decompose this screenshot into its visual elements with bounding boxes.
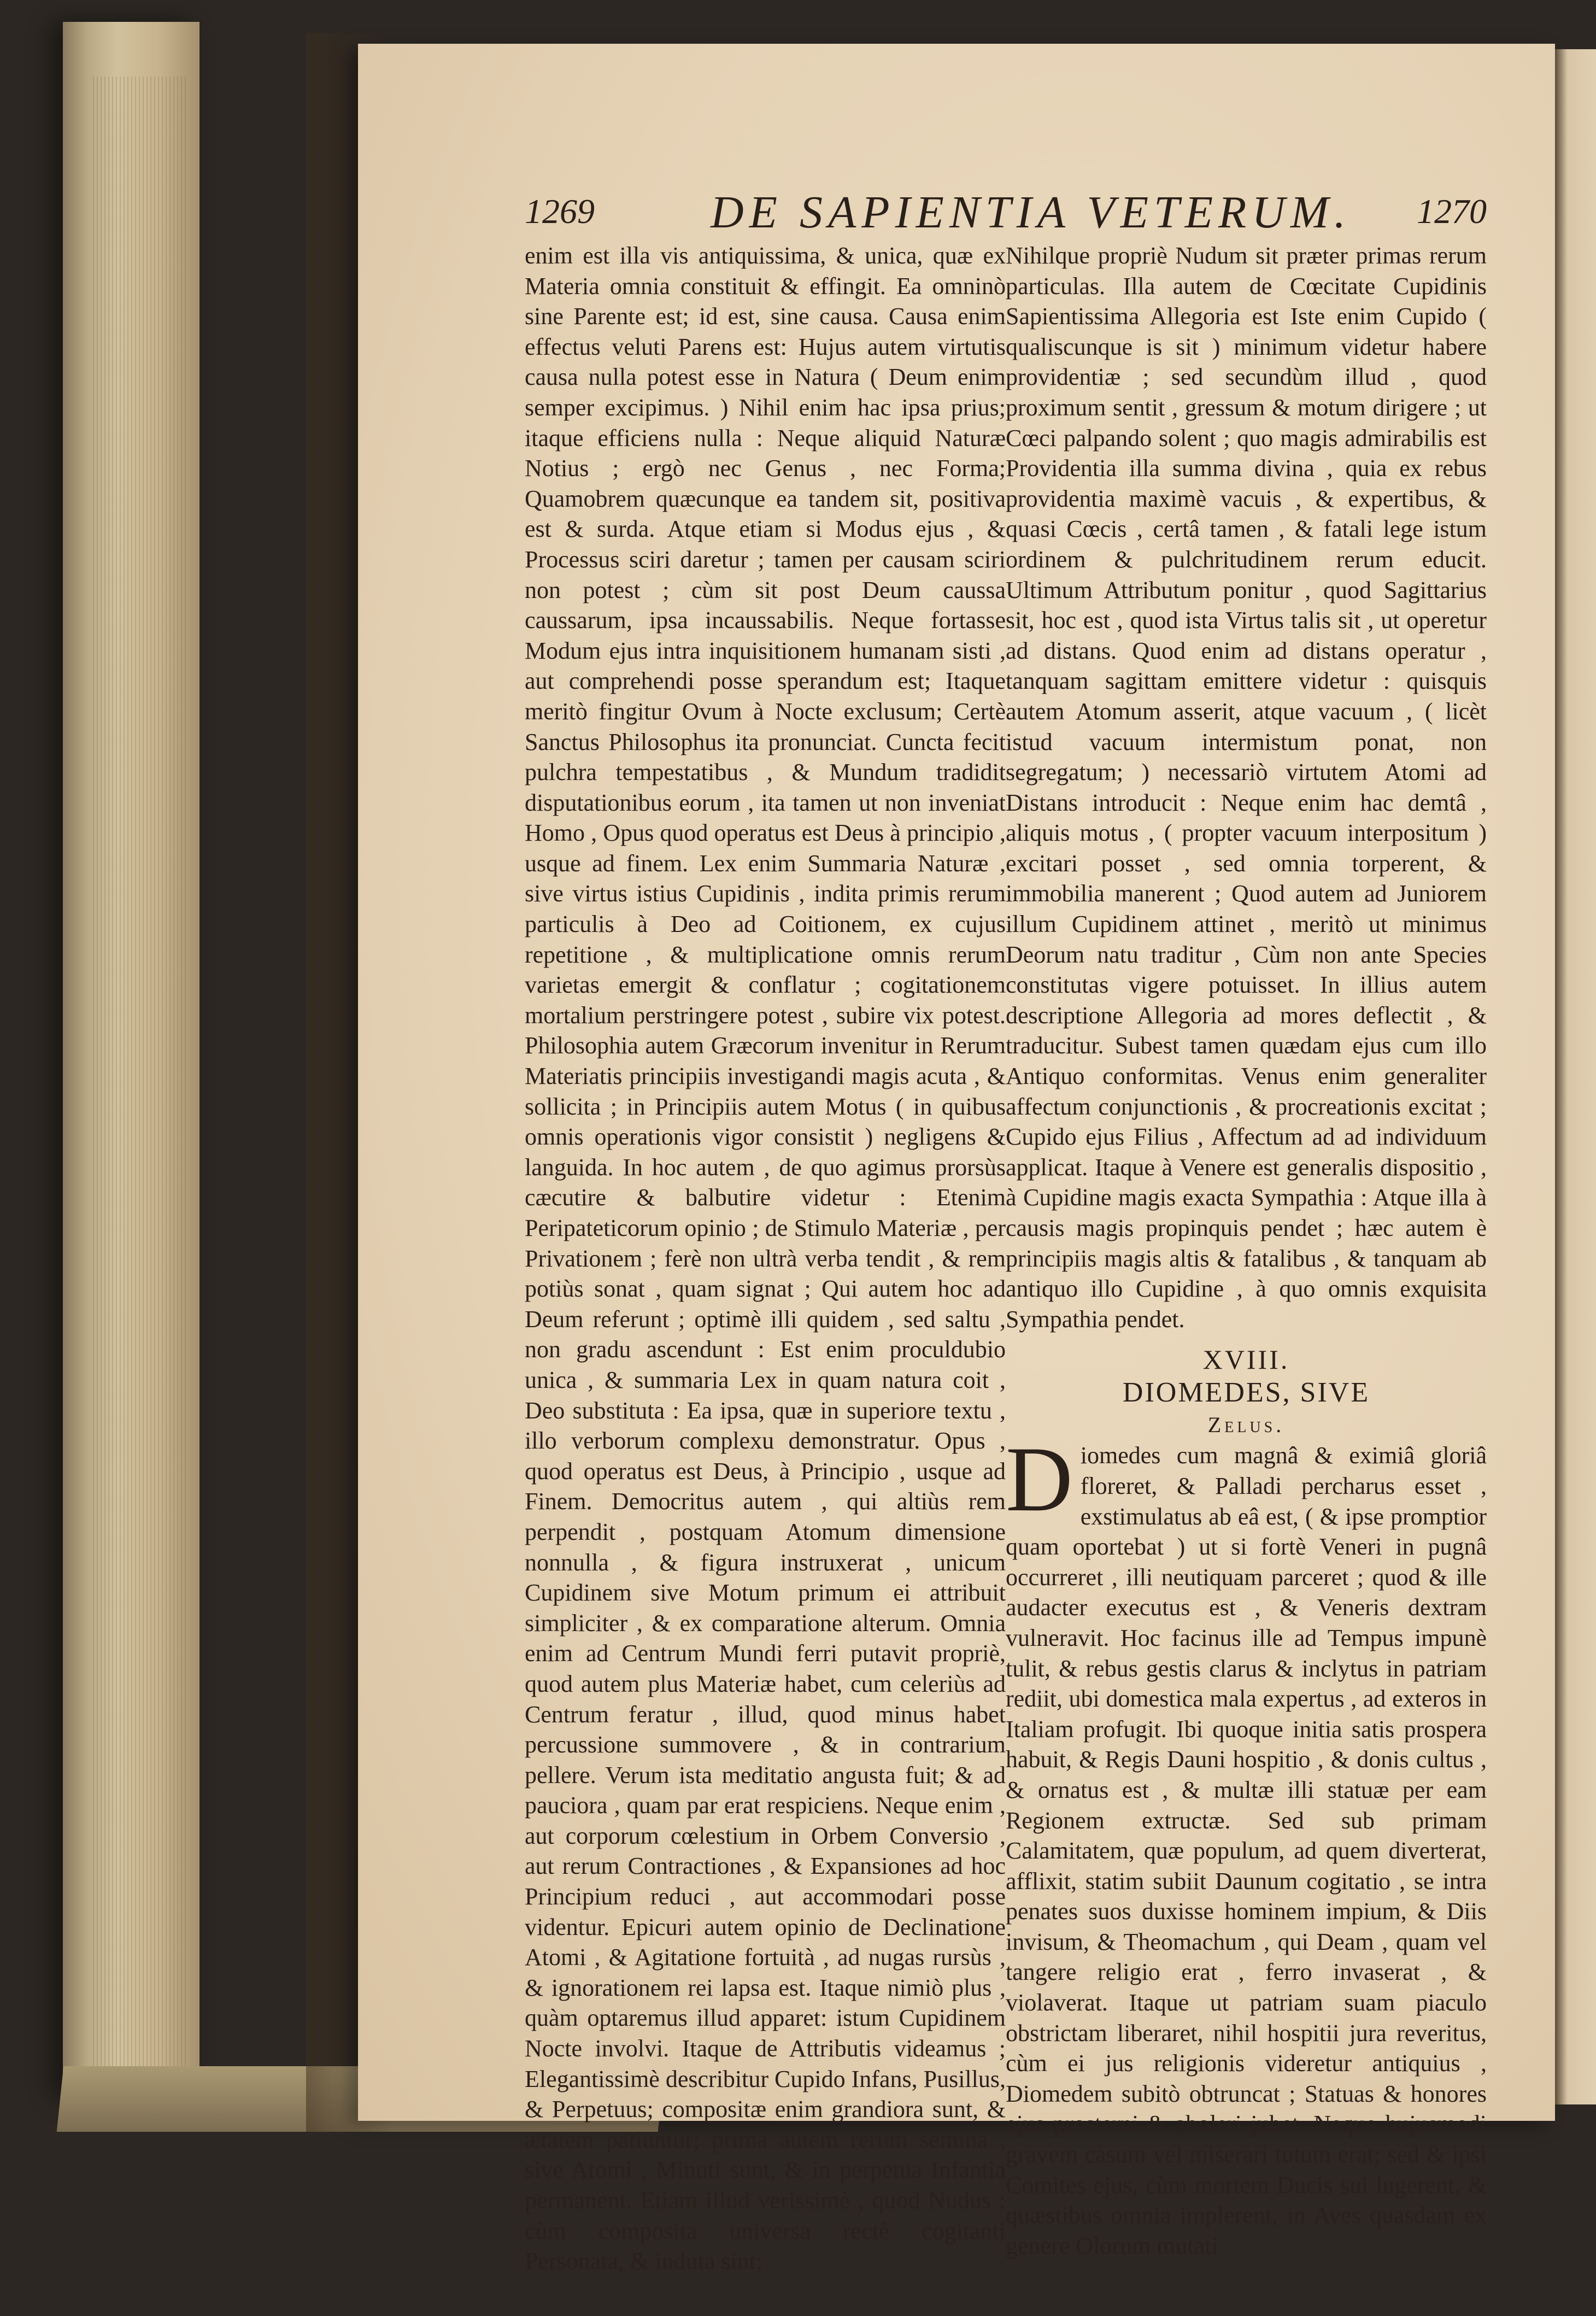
page-number-left: 1269	[525, 192, 595, 231]
right-column-text-before: Nihilque propriè Nudum sit præter primas rerum particulas. Illa autem de Cœcitate Cupidinis Sapientissima Allegoria est Iste enim Cupido ( qualiscunque is sit ) minimum videtur habere providentiæ ; sed secundùm illud , quod proximum sentit , gressum & motum dirigere ; ut Cœci palpando solent ; quo magis admirabilis est Providentia illa summa divina , quia ex rebus providentia maximè vacuis , & expertibus, & quasi Cœcis , certâ tamen , & fatali lege istum ordinem & pulchritudinem rerum educit. Ultimum Attributum ponitur , quod Sagittarius sit, hoc est , quod ista Virtus talis sit , ut operetur ad distans. Quod enim ad distans operatur , tanquam sagittam emittere videtur : quisquis autem Atomum asserit, atque vacuum , ( licèt istud vacuum intermistum ponat, non segregatum; ) necessariò virtutem Atomi ad Distans introducit : Neque enim hac demtâ , aliquis motus , ( propter vacuum interpositum ) excitari posset , sed omnia torperent, & immobilia manerent ; Quod autem ad Juniorem illum Cupidinem attinet , meritò ut minimus Deorum natu traditur , Cùm non ante Species constitutas vigere potuisset. In illius autem descriptione Allegoria ad mores deflectit , & traducitur. Subest tamen quædam ejus cum illo Antiquo conformitas. Venus enim generaliter affectum conjunctionis , & procreationis excitat ; Cupido ejus Filius , Affectum ad ad individuum applicat. Itaque à Venere est generalis dispositio , à Cupidine magis exacta Sympathia : Atque illa à causis magis propinquis pendet ; hæc autem è principiis magis altis & fatalibus , & tanquam ab antiquo illo Cupidine , à quo omnis exquisita Sympathia pendet.	[1006, 242, 1487, 1333]
diomedes-text: iomedes cum magnâ & eximiâ gloriâ floreret, & Palladi percharus esset , exstimulatus ab eâ est, ( & ipse promptior quam oportebat ) ut si fortè Veneri in pugnâ occurreret , illi neutiquam parceret ; quod & ille audacter executus est , & Veneris dextram vulneravit. Hoc facinus ille ad Tempus impunè tulit, & rebus gestis clarus & inclytus in patriam rediit, ubi domestica mala expertus , ad exteros in Italiam profugit. Ibi quoque initia satis prospera habuit, & Regis Dauni hospitio , & donis cultus , & ornatus est , & multæ illi statuæ per eam Regionem extructæ. Sed sub primam Calamitatem, quæ populum, ad quem diverterat, afflixit, statim subiit Daunum cogitatio , se intra penates suos duxisse hominem impium, & Diis invisum, & Theomachum , qui Deam , quam vel tangere religio erat , ferro invaserat , & violaverat. Itaque ut patriam suam piaculo obstrictam liberaret, nihil hospitii jura reveritus, cùm ei jus religionis videretur antiquius , Diomedem subitò obtruncat ; Statuas & honores ejus prosterni & aboleri jubet. Neque hujusmodi gravem casum vel miserari tutum erat; sed & ipsi Comites ejus, cùm mortem Ducis sui lugerent, & quæstibus omnia implerent, in Aves quasdam ex genere Olorum mutati	[1006, 1442, 1487, 2259]
running-title: DE SAPIENTIA VETERUM.	[711, 187, 1351, 238]
section-title: DIOMEDES, SIVE	[1122, 1377, 1370, 1409]
section-number: XVIII.	[1202, 1344, 1290, 1375]
drop-cap: D	[1006, 1428, 1073, 1531]
section-subtitle: Zelus.	[1207, 1412, 1285, 1438]
page-header	[525, 186, 1487, 246]
next-page-edge	[1555, 49, 1596, 2104]
left-column-text: enim est illa vis antiquissima, & unica, quæ ex Materia omnia constituit & effingit. Ea omninò sine Parente est; id est, sine causa. Causa enim effectus veluti Parens est: Hujus autem virtutis causa nulla potest esse in Natura ( Deum enim semper excipimus. ) Nihil enim hac ipsa prius; itaque efficiens nulla : Neque aliquid Naturæ Notius ; ergò nec Genus , nec Forma; Quamobrem quæcunque ea tandem sit, positiva est & surda. Atque etiam si Modus ejus , & Processus sciri daretur ; tamen per causam sciri non potest ; cùm sit post Deum caussa caussarum, ipsa incaussabilis. Neque fortasse Modum ejus intra inquisitionem humanam sisti , aut comprehendi posse sperandum est; Itaque meritò fingitur Ovum à Nocte exclusum; Certè Sanctus Philosophus ita pronunciat. Cuncta fecit pulchra tempestatibus , & Mundum tradidit disputationibus eorum , ita tamen ut non inveniat Homo , Opus quod operatus est Deus à principio , usque ad finem. Lex enim Summaria Naturæ , sive virtus istius Cupidinis , indita primis rerum particulis à Deo ad Coitionem, ex cujus repetitione , & multiplicatione omnis rerum varietas emergit & conflatur ; cogitationem mortalium perstringere potest , subire vix potest. Philosophia autem Græcorum invenitur in Rerum Materiatis principiis investigandi magis acuta , & sollicita ; in Principiis autem Motus ( in quibus omnis operationis vigor consistit ) negligens & languida. In hoc autem , de quo agimus prorsùs cæcutire & balbutire videtur : Etenim Peripateticorum opinio ; de Stimulo Materiæ , per Privationem ; ferè non ultrà verba tendit , & rem potiùs sonat , quam signat ; Qui autem hoc ad Deum referunt ; optimè illi quidem , sed saltu , non gradu ascendunt : Est enim proculdubio unica , & summaria Lex in quam natura coit , Deo substituta : Ea ipsa, quæ in superiore textu , illo verborum complexu demonstratur. Opus , quod operatus est Deus, à Principio , usque ad Finem. Democritus autem , qui altiùs rem perpendit , postquam Atomum dimensione nonnulla , & figura instruxerat , unicum Cupidinem sive Motum primum ei attribuit simpliciter , & ex comparatione alterum. Omnia enim ad Centrum Mundi ferri putavit propriè, quod autem plus Materiæ habet, cum celeriùs ad Centrum feratur , illud, quod minus habet percussione summovere , & in contrarium pellere. Verum ista meditatio angusta fuit; & ad pauciora , quam par erat respiciens. Neque enim , aut corporum cœlestium in Orbem Conversio , aut rerum Contractiones , & Expansiones ad hoc Principium reduci , aut accommodari posse videntur. Epicuri autem opinio de Declinatione Atomi , & Agitatione fortuità , ad nugas rursùs , & ignorationem rei lapsa est. Itaque nimiò plus , quàm optaremus illud apparet: istum Cupidinem Nocte involvi. Itaque de Attributis videamus ; Elegantissimè describitur Cupido Infans, Pusillus, & Perpetuus; compositæ enim grandiora sunt, & ætatem patiuntur; prima autem rerum semina , sive Atomi , Minuti sunt, & in perpetua Infantia permanent. Etiam illud verissimè , quod Nudus : cùm composita universa rectè cogitanti Personata, & induta sint;	[525, 242, 1006, 2275]
page-edge-lines	[93, 77, 186, 2072]
right-column-text-after	[1006, 1428, 1487, 2261]
right-text-column	[1006, 241, 1487, 2261]
left-text-column	[525, 241, 1006, 2277]
page-number-right: 1270	[1417, 192, 1487, 231]
section-heading	[1006, 1343, 1487, 1440]
